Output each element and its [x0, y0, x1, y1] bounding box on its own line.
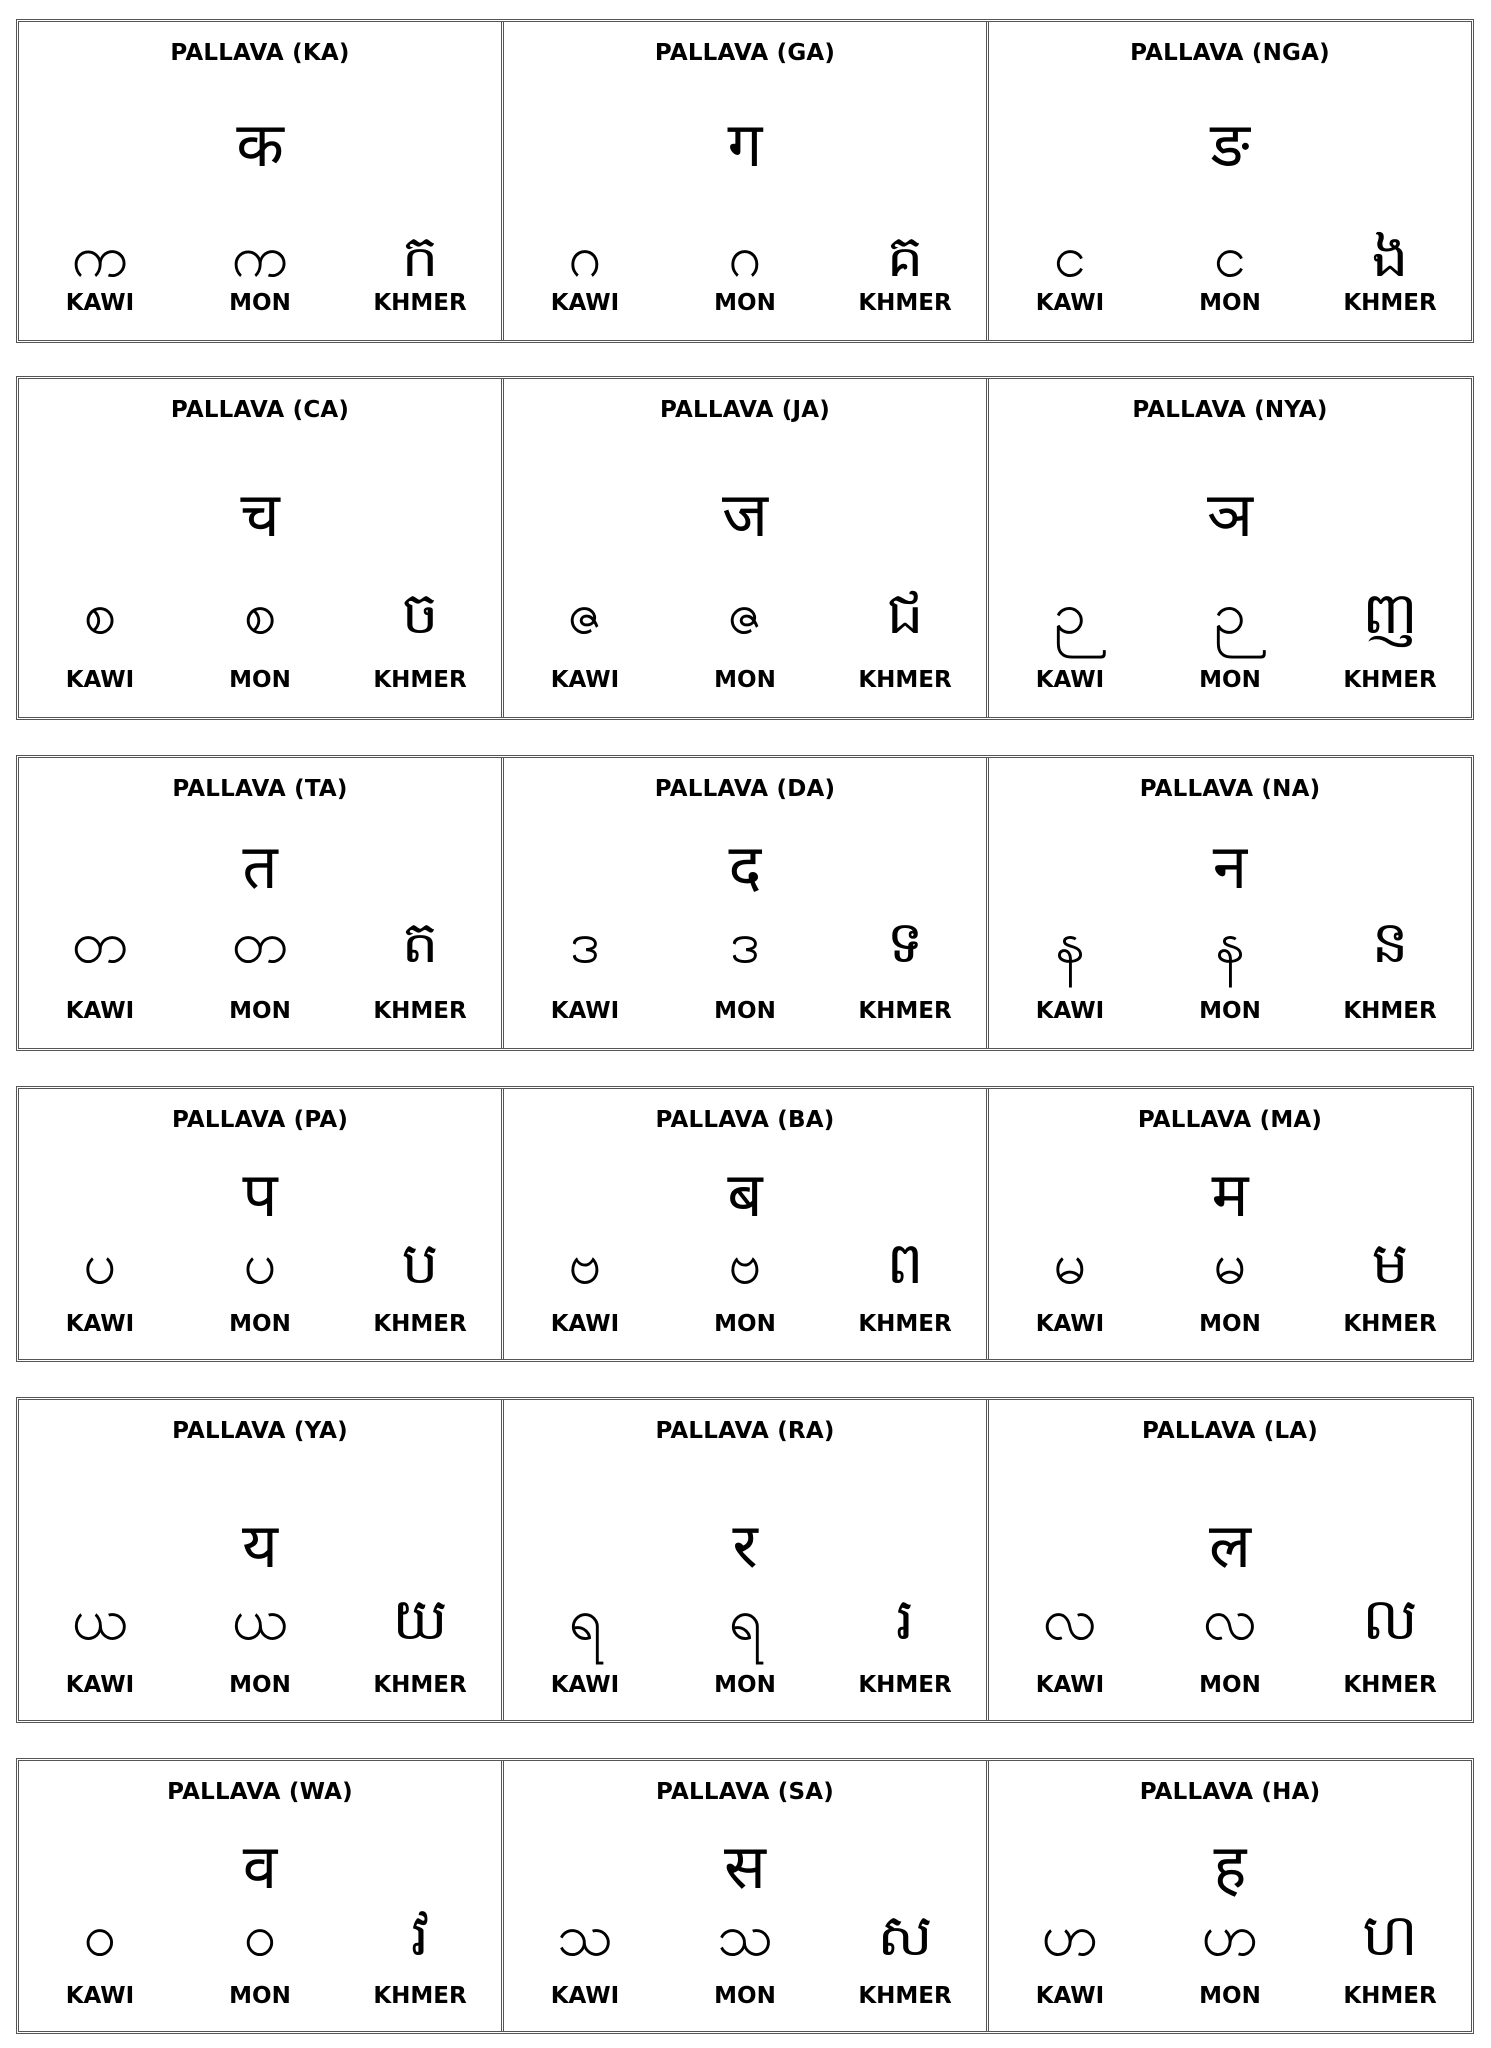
panel-title: PALLAVA (DA)	[654, 776, 836, 802]
mon-glyph: ယ	[231, 1585, 289, 1653]
kawi-label: KAWI	[65, 998, 135, 1024]
khmer-glyph: ង	[1371, 222, 1409, 290]
pallava-glyph: ञ	[1206, 478, 1253, 551]
kawi-glyph: သ	[556, 1901, 613, 1969]
khmer-glyph: ប	[401, 1229, 439, 1297]
letter-panel	[989, 22, 1471, 340]
kawi-glyph: တ	[71, 908, 129, 976]
kawi-glyph: ပ	[83, 1229, 117, 1297]
kawi-glyph: က	[71, 222, 129, 290]
panel-title: PALLAVA (GA)	[654, 40, 836, 66]
panel-title: PALLAVA (KA)	[170, 40, 350, 66]
khmer-label: KHMER	[373, 667, 467, 693]
comparison-row	[16, 19, 1474, 343]
panel-title: PALLAVA (CA)	[170, 397, 350, 423]
pallava-glyph: ल	[1208, 1509, 1252, 1582]
mon-label: MON	[1199, 998, 1261, 1024]
khmer-glyph: ល	[1362, 1585, 1418, 1653]
khmer-glyph: វ	[410, 1901, 430, 1969]
panel-title: PALLAVA (YA)	[172, 1418, 348, 1444]
khmer-label: KHMER	[373, 1672, 467, 1698]
khmer-label: KHMER	[858, 667, 952, 693]
mon-glyph: မ	[1213, 1229, 1247, 1297]
pallava-glyph: न	[1212, 830, 1248, 903]
letter-panel	[19, 379, 504, 717]
khmer-label: KHMER	[1343, 1983, 1437, 2009]
mon-label: MON	[714, 667, 776, 693]
khmer-glyph: ញ	[1362, 579, 1418, 647]
letter-panel	[19, 758, 504, 1048]
letter-panel	[989, 1089, 1471, 1359]
letter-panel	[989, 758, 1471, 1048]
letter-panel	[19, 1400, 504, 1720]
mon-label: MON	[229, 1983, 291, 2009]
pallava-glyph: ब	[727, 1158, 763, 1231]
khmer-label: KHMER	[1343, 998, 1437, 1024]
panel-title: PALLAVA (JA)	[660, 397, 830, 423]
khmer-glyph: គ	[886, 222, 924, 290]
pallava-glyph: च	[240, 478, 280, 551]
pallava-glyph: म	[1211, 1158, 1249, 1231]
kawi-label: KAWI	[550, 667, 620, 693]
kawi-glyph: န	[1054, 908, 1085, 976]
mon-glyph: တ	[231, 908, 289, 976]
kawi-label: KAWI	[65, 1983, 135, 2009]
kawi-glyph: ဂ	[568, 222, 602, 290]
mon-label: MON	[229, 1672, 291, 1698]
mon-label: MON	[1199, 290, 1261, 316]
pallava-glyph: त	[242, 830, 278, 903]
kawi-label: KAWI	[1035, 1672, 1105, 1698]
pallava-glyph: स	[724, 1830, 766, 1903]
pallava-glyph: द	[728, 830, 762, 903]
mon-glyph: ဝ	[243, 1901, 277, 1969]
khmer-glyph: ហ	[1362, 1901, 1418, 1969]
mon-glyph: ပ	[243, 1229, 277, 1297]
kawi-glyph: င	[1053, 222, 1087, 290]
comparison-row	[16, 1758, 1474, 2034]
kawi-label: KAWI	[550, 1672, 620, 1698]
kawi-glyph: ဟ	[1041, 1901, 1099, 1969]
pallava-glyph: ग	[727, 108, 763, 181]
panel-title: PALLAVA (PA)	[171, 1107, 349, 1133]
kawi-label: KAWI	[1035, 667, 1105, 693]
mon-label: MON	[229, 667, 291, 693]
pallava-glyph: ङ	[1210, 108, 1250, 181]
panel-title: PALLAVA (MA)	[1137, 1107, 1323, 1133]
mon-label: MON	[1199, 1983, 1261, 2009]
panel-title: PALLAVA (SA)	[656, 1779, 834, 1805]
mon-label: MON	[714, 998, 776, 1024]
kawi-glyph: စ	[83, 579, 117, 647]
kawi-label: KAWI	[1035, 290, 1105, 316]
kawi-label: KAWI	[1035, 1983, 1105, 2009]
khmer-glyph: ស	[877, 1901, 933, 1969]
mon-glyph: စ	[243, 579, 277, 647]
panel-title: PALLAVA (RA)	[655, 1418, 835, 1444]
kawi-glyph: ဉ	[1053, 579, 1087, 647]
comparison-row	[16, 1086, 1474, 1362]
khmer-glyph: ទ	[886, 908, 924, 976]
letter-panel	[19, 1761, 504, 2031]
pallava-glyph: व	[242, 1830, 278, 1903]
khmer-label: KHMER	[1343, 667, 1437, 693]
mon-label: MON	[1199, 1672, 1261, 1698]
mon-glyph: ဇ	[727, 579, 763, 647]
panel-title: PALLAVA (NGA)	[1130, 40, 1330, 66]
kawi-label: KAWI	[550, 1311, 620, 1337]
kawi-label: KAWI	[1035, 998, 1105, 1024]
comparison-row	[16, 376, 1474, 720]
khmer-label: KHMER	[373, 1311, 467, 1337]
kawi-label: KAWI	[550, 290, 620, 316]
khmer-label: KHMER	[373, 290, 467, 316]
khmer-label: KHMER	[858, 998, 952, 1024]
letter-panel	[504, 22, 989, 340]
khmer-glyph: ក	[401, 222, 439, 290]
khmer-glyph: ច	[401, 579, 439, 647]
pallava-glyph: ह	[1213, 1830, 1247, 1903]
panel-title: PALLAVA (NYA)	[1132, 397, 1328, 423]
mon-label: MON	[229, 290, 291, 316]
kawi-glyph: ရ	[568, 1585, 602, 1653]
letter-panel	[19, 1089, 504, 1359]
comparison-row	[16, 755, 1474, 1051]
mon-glyph: င	[1213, 222, 1247, 290]
pallava-glyph: ज	[721, 478, 768, 551]
panel-title: PALLAVA (LA)	[1141, 1418, 1319, 1444]
mon-glyph: ဒ	[729, 908, 761, 976]
letter-panel	[989, 1761, 1471, 2031]
letter-panel	[19, 22, 504, 340]
mon-label: MON	[1199, 1311, 1261, 1337]
kawi-label: KAWI	[65, 1672, 135, 1698]
kawi-label: KAWI	[1035, 1311, 1105, 1337]
mon-label: MON	[229, 998, 291, 1024]
pallava-glyph: य	[242, 1509, 278, 1582]
mon-glyph: က	[231, 222, 289, 290]
comparison-row	[16, 1397, 1474, 1723]
kawi-label: KAWI	[550, 1983, 620, 2009]
khmer-label: KHMER	[1343, 290, 1437, 316]
letter-panel	[504, 379, 989, 717]
khmer-label: KHMER	[858, 1672, 952, 1698]
letter-panel	[504, 758, 989, 1048]
mon-label: MON	[229, 1311, 291, 1337]
mon-glyph: ဉ	[1213, 579, 1247, 647]
kawi-glyph: ဒ	[569, 908, 601, 976]
khmer-glyph: ម	[1371, 1229, 1409, 1297]
panel-title: PALLAVA (HA)	[1139, 1779, 1321, 1805]
mon-label: MON	[1199, 667, 1261, 693]
panel-title: PALLAVA (WA)	[167, 1779, 353, 1805]
letter-panel	[504, 1400, 989, 1720]
kawi-glyph: လ	[1042, 1585, 1098, 1653]
letter-panel	[504, 1761, 989, 2031]
pallava-glyph: क	[236, 108, 284, 181]
khmer-glyph: ត	[401, 908, 439, 976]
khmer-label: KHMER	[1343, 1672, 1437, 1698]
mon-label: MON	[714, 1983, 776, 2009]
mon-glyph: သ	[716, 1901, 774, 1969]
kawi-glyph: မ	[1053, 1229, 1087, 1297]
khmer-label: KHMER	[373, 1983, 467, 2009]
kawi-label: KAWI	[65, 667, 135, 693]
kawi-label: KAWI	[550, 998, 620, 1024]
letter-panel	[504, 1089, 989, 1359]
mon-label: MON	[714, 1311, 776, 1337]
kawi-label: KAWI	[65, 290, 135, 316]
panel-title: PALLAVA (TA)	[172, 776, 348, 802]
mon-glyph: န	[1214, 908, 1246, 976]
letter-panel	[989, 1400, 1471, 1720]
kawi-glyph: ဝ	[83, 1901, 117, 1969]
mon-glyph: လ	[1202, 1585, 1258, 1653]
khmer-glyph: ន	[1371, 908, 1409, 976]
khmer-label: KHMER	[1343, 1311, 1437, 1337]
kawi-glyph: ဗ	[568, 1229, 602, 1297]
mon-glyph: ဟ	[1201, 1901, 1259, 1969]
khmer-label: KHMER	[373, 998, 467, 1024]
khmer-label: KHMER	[858, 1311, 952, 1337]
kawi-glyph: ဇ	[567, 579, 603, 647]
mon-glyph: ဗ	[728, 1229, 762, 1297]
panel-title: PALLAVA (NA)	[1139, 776, 1321, 802]
khmer-glyph: យ	[392, 1585, 448, 1653]
khmer-label: KHMER	[858, 1983, 952, 2009]
khmer-glyph: រ	[895, 1585, 915, 1653]
mon-label: MON	[714, 1672, 776, 1698]
mon-glyph: ရ	[728, 1585, 762, 1653]
khmer-glyph: ព	[886, 1229, 924, 1297]
pallava-glyph: प	[242, 1158, 278, 1231]
khmer-label: KHMER	[858, 290, 952, 316]
khmer-glyph: ជ	[886, 579, 924, 647]
pallava-glyph: र	[732, 1509, 758, 1582]
kawi-glyph: ယ	[71, 1585, 129, 1653]
kawi-label: KAWI	[65, 1311, 135, 1337]
letter-panel	[989, 379, 1471, 717]
panel-title: PALLAVA (BA)	[655, 1107, 835, 1133]
mon-label: MON	[714, 290, 776, 316]
mon-glyph: ဂ	[728, 222, 762, 290]
